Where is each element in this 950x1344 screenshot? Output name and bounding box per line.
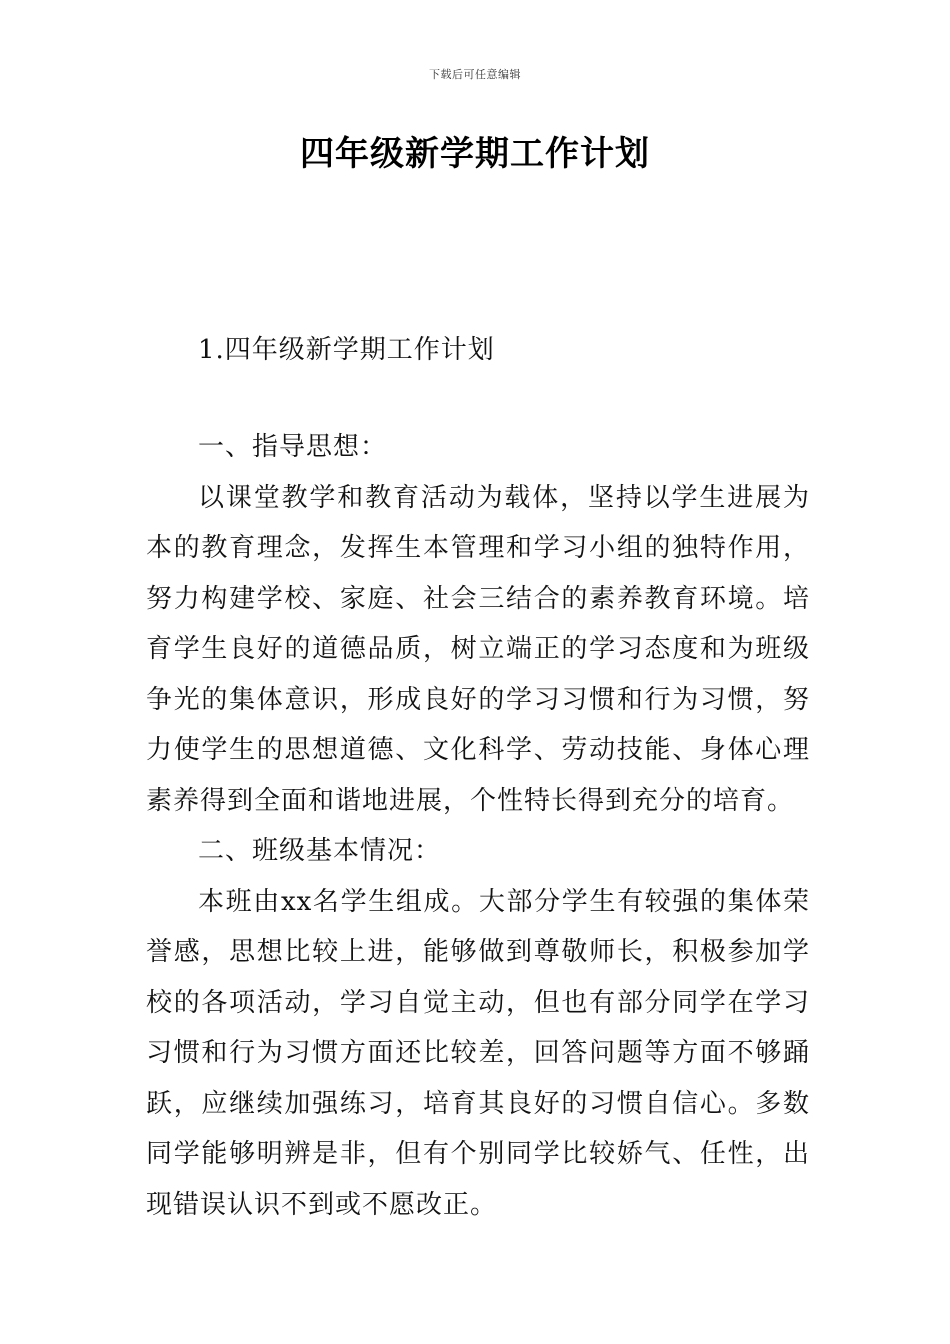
document-title: 四年级新学期工作计划 (300, 134, 650, 174)
section-heading-guiding-thought: 一、指导思想： (198, 432, 388, 462)
section-heading-class-situation: 二、班级基本情况： (198, 836, 442, 866)
section-paragraph-guiding-thought: 以课堂教学和教育活动为载体，坚持以学生进展为本的教育理念，发挥生本管理和学习小组的独特作用，努力构建学校、家庭、社会三结合的素养教育环境。培育学生良好的道德品质，树立端正的学习态度和为班级争光的集体意识，形成良好的学习习惯和行为习惯，努力使学生的思想道德、文化科学、劳动技能、身体心理素养得到全面和谐地进展，个性特长得到充分的培育。 (146, 482, 810, 816)
section-paragraph-class-situation: 本班由xx名学生组成。大部分学生有较强的集体荣誉感，思想比较上进，能够做到尊敬师长，积极参加学校的各项活动，学习自觉主动，但也有部分同学在学习习惯和行为习惯方面还比较差，回答问题等方面不够踊跃，应继续加强练习，培育其良好的习惯自信心。多数同学能够明辨是非，但有个别同学比较娇气、任性，出现错误认识不到或不愿改正。 (146, 886, 810, 1220)
header-note: 下载后可任意编辑 (429, 68, 521, 81)
document-body (146, 422, 810, 1230)
numbered-heading: 1.四年级新学期工作计划 (198, 335, 495, 365)
